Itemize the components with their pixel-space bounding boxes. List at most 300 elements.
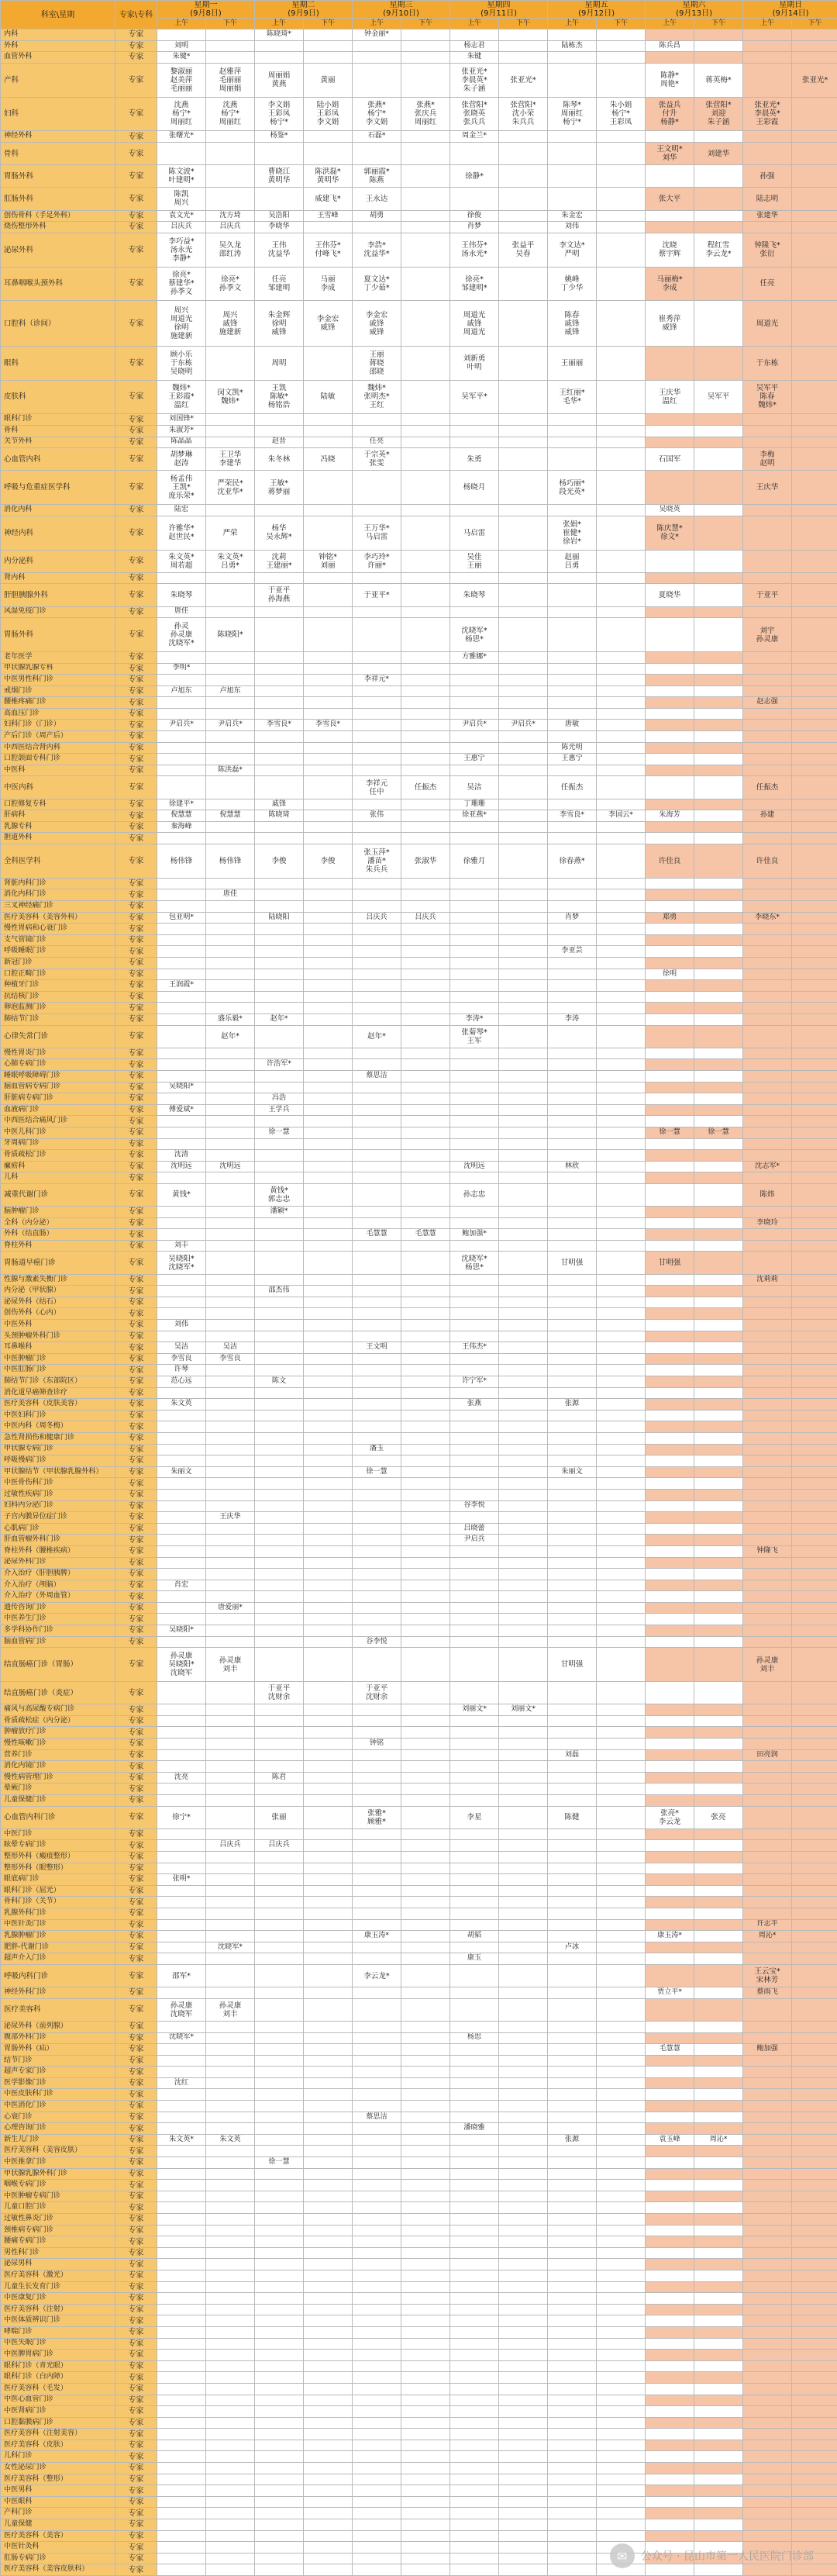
table-row xyxy=(1,2247,837,2259)
doctor-cell xyxy=(353,2021,401,2032)
doctor-cell xyxy=(499,754,548,765)
doctor-cell xyxy=(597,675,646,686)
doctor-cell xyxy=(401,742,450,754)
doctor-cell xyxy=(401,2281,450,2293)
clinic-type: 专家 xyxy=(115,1240,157,1252)
doctor-cell xyxy=(597,2055,646,2067)
doctor-cell xyxy=(206,2032,255,2044)
doctor-cell xyxy=(206,346,255,380)
doctor-cell xyxy=(646,1489,694,1500)
doctor-cell xyxy=(206,1569,255,1580)
doctor-cell xyxy=(694,2214,743,2226)
doctor-cell xyxy=(255,2225,304,2236)
table-row xyxy=(1,1908,837,1919)
doctor-cell xyxy=(548,1953,597,1965)
doctor-cell xyxy=(597,1342,646,1354)
doctor-cell xyxy=(548,2236,597,2248)
doctor-cell xyxy=(499,742,548,754)
doctor-cell xyxy=(401,708,450,720)
doctor-cell xyxy=(792,29,837,41)
doctor-cell xyxy=(304,2259,353,2270)
doctor-cell xyxy=(206,1964,255,1987)
doctor-cell xyxy=(157,1387,206,1399)
doctor-cell xyxy=(548,1908,597,1919)
doctor-cell xyxy=(792,685,837,697)
doctor-cell xyxy=(743,2134,792,2146)
doctor-cell xyxy=(548,2463,597,2474)
doctor-cell xyxy=(743,1320,792,1331)
clinic-type: 专家 xyxy=(115,651,157,663)
doctor-cell xyxy=(597,2315,646,2327)
doctor-cell xyxy=(450,1727,499,1739)
doctor-cell xyxy=(499,2542,548,2554)
doctor-cell xyxy=(646,2372,694,2384)
doctor-cell xyxy=(548,1432,597,1444)
doctor-cell: 李雪良* xyxy=(548,810,597,822)
doctor-cell xyxy=(353,2281,401,2293)
doctor-cell xyxy=(206,2225,255,2236)
dept-name: 肾内科 xyxy=(1,572,115,584)
doctor-cell xyxy=(597,1365,646,1376)
doctor-cell: 唐佳 xyxy=(157,606,206,618)
doctor-cell xyxy=(401,924,450,935)
doctor-cell: 沈燕 杨宁* 周丽红 xyxy=(157,97,206,131)
doctor-cell xyxy=(401,934,450,946)
doctor-cell xyxy=(304,2032,353,2044)
doctor-cell xyxy=(304,1059,353,1071)
doctor-cell xyxy=(548,1455,597,1467)
doctor-cell xyxy=(792,810,837,822)
dept-name: 营养门诊 xyxy=(1,1749,115,1761)
doctor-cell: 李雪良* xyxy=(304,720,353,731)
doctor-cell xyxy=(597,40,646,52)
dept-name: 肛肠专病门诊 xyxy=(1,2553,115,2564)
dept-name: 泌尿外科门诊 xyxy=(1,1557,115,1569)
doctor-cell xyxy=(743,1761,792,1773)
table-row xyxy=(1,1942,837,1953)
doctor-cell xyxy=(646,1953,694,1965)
doctor-cell xyxy=(792,1715,837,1727)
doctor-cell xyxy=(304,1387,353,1399)
dept-name: 眼科门诊（屈光） xyxy=(1,1885,115,1897)
doctor-cell xyxy=(206,2485,255,2497)
doctor-cell xyxy=(206,2168,255,2180)
doctor-cell xyxy=(255,1569,304,1580)
doctor-cell xyxy=(646,2304,694,2315)
doctor-cell xyxy=(597,1274,646,1286)
dept-name: 血液病门诊 xyxy=(1,1104,115,1116)
doctor-cell: 毛慧慧 xyxy=(401,1229,450,1241)
doctor-cell xyxy=(646,2360,694,2372)
doctor-cell xyxy=(157,1828,206,1840)
doctor-cell xyxy=(450,572,499,584)
doctor-cell: 王雪峰 xyxy=(304,210,353,222)
doctor-cell xyxy=(304,2372,353,2384)
doctor-cell xyxy=(401,584,450,606)
doctor-cell xyxy=(743,731,792,743)
doctor-cell xyxy=(255,2270,304,2281)
doctor-cell xyxy=(450,2350,499,2361)
doctor-cell xyxy=(353,2089,401,2101)
doctor-cell xyxy=(353,1851,401,1863)
dept-name: 肿瘤放疗门诊 xyxy=(1,1727,115,1739)
clinic-type: 专家 xyxy=(115,2440,157,2451)
clinic-type: 专家 xyxy=(115,1614,157,1625)
doctor-cell xyxy=(548,1739,597,1750)
doctor-cell: 朱键* xyxy=(157,52,206,64)
dept-name: 晕厥门诊 xyxy=(1,1784,115,1795)
doctor-cell xyxy=(792,663,837,675)
doctor-cell xyxy=(206,1761,255,1773)
doctor-cell xyxy=(401,1183,450,1206)
doctor-cell xyxy=(450,2270,499,2281)
doctor-cell xyxy=(646,821,694,833)
doctor-cell xyxy=(353,1240,401,1252)
doctor-cell xyxy=(743,1025,792,1048)
doctor-cell xyxy=(548,1048,597,1059)
doctor-cell xyxy=(206,29,255,41)
doctor-cell xyxy=(206,1614,255,1625)
doctor-cell xyxy=(304,1070,353,1082)
doctor-cell xyxy=(743,1580,792,1591)
doctor-cell xyxy=(157,1919,206,1931)
doctor-cell xyxy=(694,2417,743,2429)
doctor-cell xyxy=(792,1331,837,1342)
doctor-cell xyxy=(450,2225,499,2236)
doctor-cell xyxy=(206,2055,255,2067)
doctor-cell xyxy=(499,2077,548,2089)
doctor-cell xyxy=(401,1851,450,1863)
doctor-cell xyxy=(157,29,206,41)
doctor-cell xyxy=(548,1828,597,1840)
doctor-cell xyxy=(694,708,743,720)
table-row xyxy=(1,1161,837,1172)
clinic-type: 专家 xyxy=(115,776,157,799)
doctor-cell xyxy=(646,2474,694,2485)
doctor-cell xyxy=(548,1308,597,1320)
doctor-cell: 吕庆兵 xyxy=(255,1840,304,1852)
doctor-cell: 李俊 xyxy=(255,844,304,879)
clinic-type: 专家 xyxy=(115,1172,157,1184)
doctor-cell xyxy=(255,1863,304,1874)
table-row xyxy=(1,2383,837,2395)
doctor-cell xyxy=(401,2463,450,2474)
doctor-cell xyxy=(353,924,401,935)
doctor-cell xyxy=(499,1172,548,1184)
doctor-cell xyxy=(743,2180,792,2191)
doctor-cell xyxy=(743,1998,792,2021)
doctor-cell xyxy=(743,2451,792,2463)
doctor-cell xyxy=(401,901,450,913)
doctor-cell xyxy=(792,2089,837,2101)
doctor-cell xyxy=(304,2247,353,2259)
doctor-cell xyxy=(499,1410,548,1421)
doctor-cell xyxy=(499,2350,548,2361)
doctor-cell xyxy=(646,1500,694,1512)
doctor-cell xyxy=(353,685,401,697)
header-dept: 科室\星期 xyxy=(1,1,115,29)
doctor-cell xyxy=(304,912,353,924)
doctor-cell: 于亚平 xyxy=(743,584,792,606)
doctor-cell xyxy=(304,2383,353,2395)
doctor-cell xyxy=(743,1523,792,1535)
doctor-cell: 孙灵康 刘丰 xyxy=(206,1648,255,1682)
doctor-cell xyxy=(499,1874,548,1886)
doctor-cell xyxy=(548,2101,597,2112)
clinic-type: 专家 xyxy=(115,1739,157,1750)
doctor-cell xyxy=(548,2089,597,2101)
doctor-cell xyxy=(646,1331,694,1342)
doctor-cell xyxy=(743,2101,792,2112)
doctor-cell: 陈晓琦 xyxy=(255,810,304,822)
dept-name: 中医皮肤科门诊 xyxy=(1,2089,115,2101)
doctor-cell xyxy=(304,1885,353,1897)
doctor-cell xyxy=(646,1320,694,1331)
doctor-cell xyxy=(646,618,694,652)
clinic-type: 专家 xyxy=(115,1840,157,1852)
doctor-cell xyxy=(157,1851,206,1863)
dept-name: 医疗美容科（激光） xyxy=(1,2270,115,2281)
doctor-cell xyxy=(792,1512,837,1524)
table-row xyxy=(1,1704,837,1716)
doctor-cell xyxy=(597,380,646,414)
doctor-cell xyxy=(304,1523,353,1535)
doctor-cell: 许佳良 xyxy=(646,844,694,879)
doctor-cell: 赵年* xyxy=(255,1013,304,1025)
doctor-cell xyxy=(157,957,206,969)
doctor-cell xyxy=(694,2236,743,2248)
doctor-cell: 唐佳 xyxy=(206,889,255,901)
doctor-cell xyxy=(304,1806,353,1828)
clinic-type: 专家 xyxy=(115,1704,157,1716)
clinic-type: 专家 xyxy=(115,2032,157,2044)
doctor-cell xyxy=(743,765,792,776)
doctor-cell xyxy=(353,1161,401,1172)
doctor-cell xyxy=(353,1569,401,1580)
doctor-cell xyxy=(597,1828,646,1840)
doctor-cell xyxy=(304,1749,353,1761)
doctor-cell xyxy=(255,1116,304,1127)
doctor-cell xyxy=(353,742,401,754)
doctor-cell: 朱冬林 xyxy=(255,448,304,471)
dept-name: 中西医结合痛风门诊 xyxy=(1,1116,115,1127)
doctor-cell xyxy=(743,1569,792,1580)
doctor-cell xyxy=(401,1489,450,1500)
doctor-cell xyxy=(548,2530,597,2542)
doctor-cell xyxy=(694,2055,743,2067)
doctor-cell xyxy=(206,731,255,743)
doctor-cell xyxy=(304,1851,353,1863)
table-row xyxy=(1,1478,837,1490)
doctor-cell xyxy=(792,878,837,889)
doctor-cell xyxy=(353,63,401,97)
doctor-cell xyxy=(597,1557,646,1569)
doctor-cell xyxy=(353,821,401,833)
doctor-cell xyxy=(450,2542,499,2554)
doctor-cell xyxy=(694,731,743,743)
doctor-cell xyxy=(304,1545,353,1557)
doctor-cell xyxy=(792,2134,837,2146)
doctor-cell xyxy=(401,1376,450,1388)
doctor-cell xyxy=(743,2326,792,2338)
doctor-cell: 马丽 李成 xyxy=(304,267,353,301)
doctor-cell xyxy=(694,2440,743,2451)
doctor-cell xyxy=(450,1545,499,1557)
doctor-cell xyxy=(743,1885,792,1897)
doctor-cell xyxy=(694,505,743,516)
doctor-cell xyxy=(694,1217,743,1229)
table-row xyxy=(1,346,837,380)
doctor-cell xyxy=(304,2350,353,2361)
doctor-cell xyxy=(450,29,499,41)
doctor-cell xyxy=(401,1727,450,1739)
dept-name: 结直肠癌门诊（胃肠） xyxy=(1,1648,115,1682)
doctor-cell xyxy=(792,1410,837,1421)
doctor-cell xyxy=(206,1557,255,1569)
doctor-cell xyxy=(304,2519,353,2531)
doctor-cell xyxy=(401,1070,450,1082)
doctor-cell xyxy=(597,437,646,448)
doctor-cell: 陆晓阳 xyxy=(255,912,304,924)
doctor-cell xyxy=(353,1432,401,1444)
doctor-cell xyxy=(499,1761,548,1773)
doctor-cell xyxy=(694,516,743,550)
doctor-cell xyxy=(499,708,548,720)
doctor-cell: 张明* xyxy=(157,1874,206,1886)
doctor-cell xyxy=(401,1421,450,1433)
doctor-cell xyxy=(206,1636,255,1648)
dept-name: 中医消化门诊 xyxy=(1,2101,115,2112)
doctor-cell xyxy=(206,980,255,992)
doctor-cell xyxy=(255,991,304,1003)
doctor-cell xyxy=(401,52,450,64)
doctor-cell xyxy=(206,2067,255,2078)
doctor-cell xyxy=(499,1059,548,1071)
doctor-cell xyxy=(157,1172,206,1184)
dept-name: 中医失眠门诊 xyxy=(1,2338,115,2350)
clinic-type: 专家 xyxy=(115,2134,157,2146)
doctor-cell xyxy=(743,833,792,844)
doctor-cell xyxy=(548,1082,597,1093)
doctor-cell xyxy=(499,1432,548,1444)
doctor-cell xyxy=(743,1828,792,1840)
doctor-cell xyxy=(499,1183,548,1206)
table-row xyxy=(1,1863,837,1874)
doctor-cell xyxy=(499,2326,548,2338)
doctor-cell: 吴洁 xyxy=(450,776,499,799)
doctor-cell xyxy=(597,1840,646,1852)
doctor-cell xyxy=(792,1749,837,1761)
doctor-cell xyxy=(255,2168,304,2180)
doctor-cell xyxy=(694,1987,743,1999)
doctor-cell xyxy=(255,663,304,675)
table-row xyxy=(1,1523,837,1535)
doctor-cell: 徐俊 xyxy=(450,210,499,222)
doctor-cell xyxy=(694,1535,743,1546)
doctor-cell xyxy=(792,2202,837,2214)
doctor-cell xyxy=(304,2553,353,2564)
doctor-cell xyxy=(353,663,401,675)
doctor-cell xyxy=(450,1648,499,1682)
doctor-cell xyxy=(792,651,837,663)
watermark-text: 公众号 · 昆山市第一人民医院门诊部 xyxy=(640,2550,814,2563)
doctor-cell xyxy=(255,2440,304,2451)
clinic-type: 专家 xyxy=(115,1806,157,1828)
doctor-cell xyxy=(499,425,548,437)
table-row xyxy=(1,2463,837,2474)
doctor-cell xyxy=(597,1093,646,1105)
table-row xyxy=(1,1229,837,1241)
doctor-cell xyxy=(792,844,837,879)
doctor-cell xyxy=(548,1093,597,1105)
doctor-cell xyxy=(255,2508,304,2519)
doctor-cell xyxy=(499,946,548,958)
doctor-cell xyxy=(206,708,255,720)
clinic-type: 专家 xyxy=(115,1444,157,1455)
doctor-cell xyxy=(646,1795,694,1807)
doctor-cell xyxy=(255,1557,304,1569)
doctor-cell: 张雅* 顾雅* xyxy=(353,1806,401,1828)
doctor-cell xyxy=(401,516,450,550)
dept-name: 耳鼻咽喉头颈外科 xyxy=(1,267,115,301)
doctor-cell xyxy=(157,2236,206,2248)
doctor-cell xyxy=(597,1376,646,1388)
doctor-cell xyxy=(450,2553,499,2564)
doctor-cell xyxy=(255,675,304,686)
doctor-cell xyxy=(792,1082,837,1093)
doctor-cell xyxy=(792,2157,837,2169)
doctor-cell xyxy=(450,1557,499,1569)
dept-name: 产科 xyxy=(1,63,115,97)
clinic-type: 专家 xyxy=(115,425,157,437)
doctor-cell: 徐雅月 xyxy=(450,844,499,879)
doctor-cell xyxy=(743,2372,792,2384)
doctor-cell: 张燕* 杨宁* 李文娟 xyxy=(353,97,401,131)
doctor-cell xyxy=(499,222,548,233)
doctor-cell xyxy=(792,1863,837,1874)
doctor-cell xyxy=(304,1648,353,1682)
doctor-cell xyxy=(792,1998,837,2021)
doctor-cell xyxy=(255,1478,304,1490)
doctor-cell xyxy=(157,651,206,663)
doctor-cell xyxy=(694,1013,743,1025)
doctor-cell xyxy=(206,2496,255,2508)
clinic-type: 专家 xyxy=(115,1557,157,1569)
doctor-cell xyxy=(597,2134,646,2146)
table-row xyxy=(1,1727,837,1739)
doctor-cell xyxy=(743,2530,792,2542)
doctor-cell xyxy=(255,934,304,946)
doctor-cell xyxy=(499,2214,548,2226)
doctor-cell xyxy=(548,2055,597,2067)
doctor-cell xyxy=(548,1602,597,1614)
doctor-cell xyxy=(694,1784,743,1795)
doctor-cell: 张营阳* 张晓英 张兵兵 xyxy=(450,97,499,131)
table-row xyxy=(1,2067,837,2078)
doctor-cell xyxy=(255,1003,304,1014)
dept-name: 神经外科 xyxy=(1,131,115,143)
doctor-cell: 钟隆飞* 张衍 xyxy=(743,233,792,267)
doctor-cell xyxy=(792,1704,837,1716)
doctor-cell xyxy=(548,1715,597,1727)
doctor-cell xyxy=(743,1851,792,1863)
doctor-cell xyxy=(743,1715,792,1727)
doctor-cell: 吴晓阳* xyxy=(157,1625,206,1637)
doctor-cell xyxy=(694,1512,743,1524)
doctor-cell xyxy=(353,1252,401,1274)
doctor-cell: 王学兵 xyxy=(255,1104,304,1116)
doctor-cell xyxy=(597,1150,646,1162)
